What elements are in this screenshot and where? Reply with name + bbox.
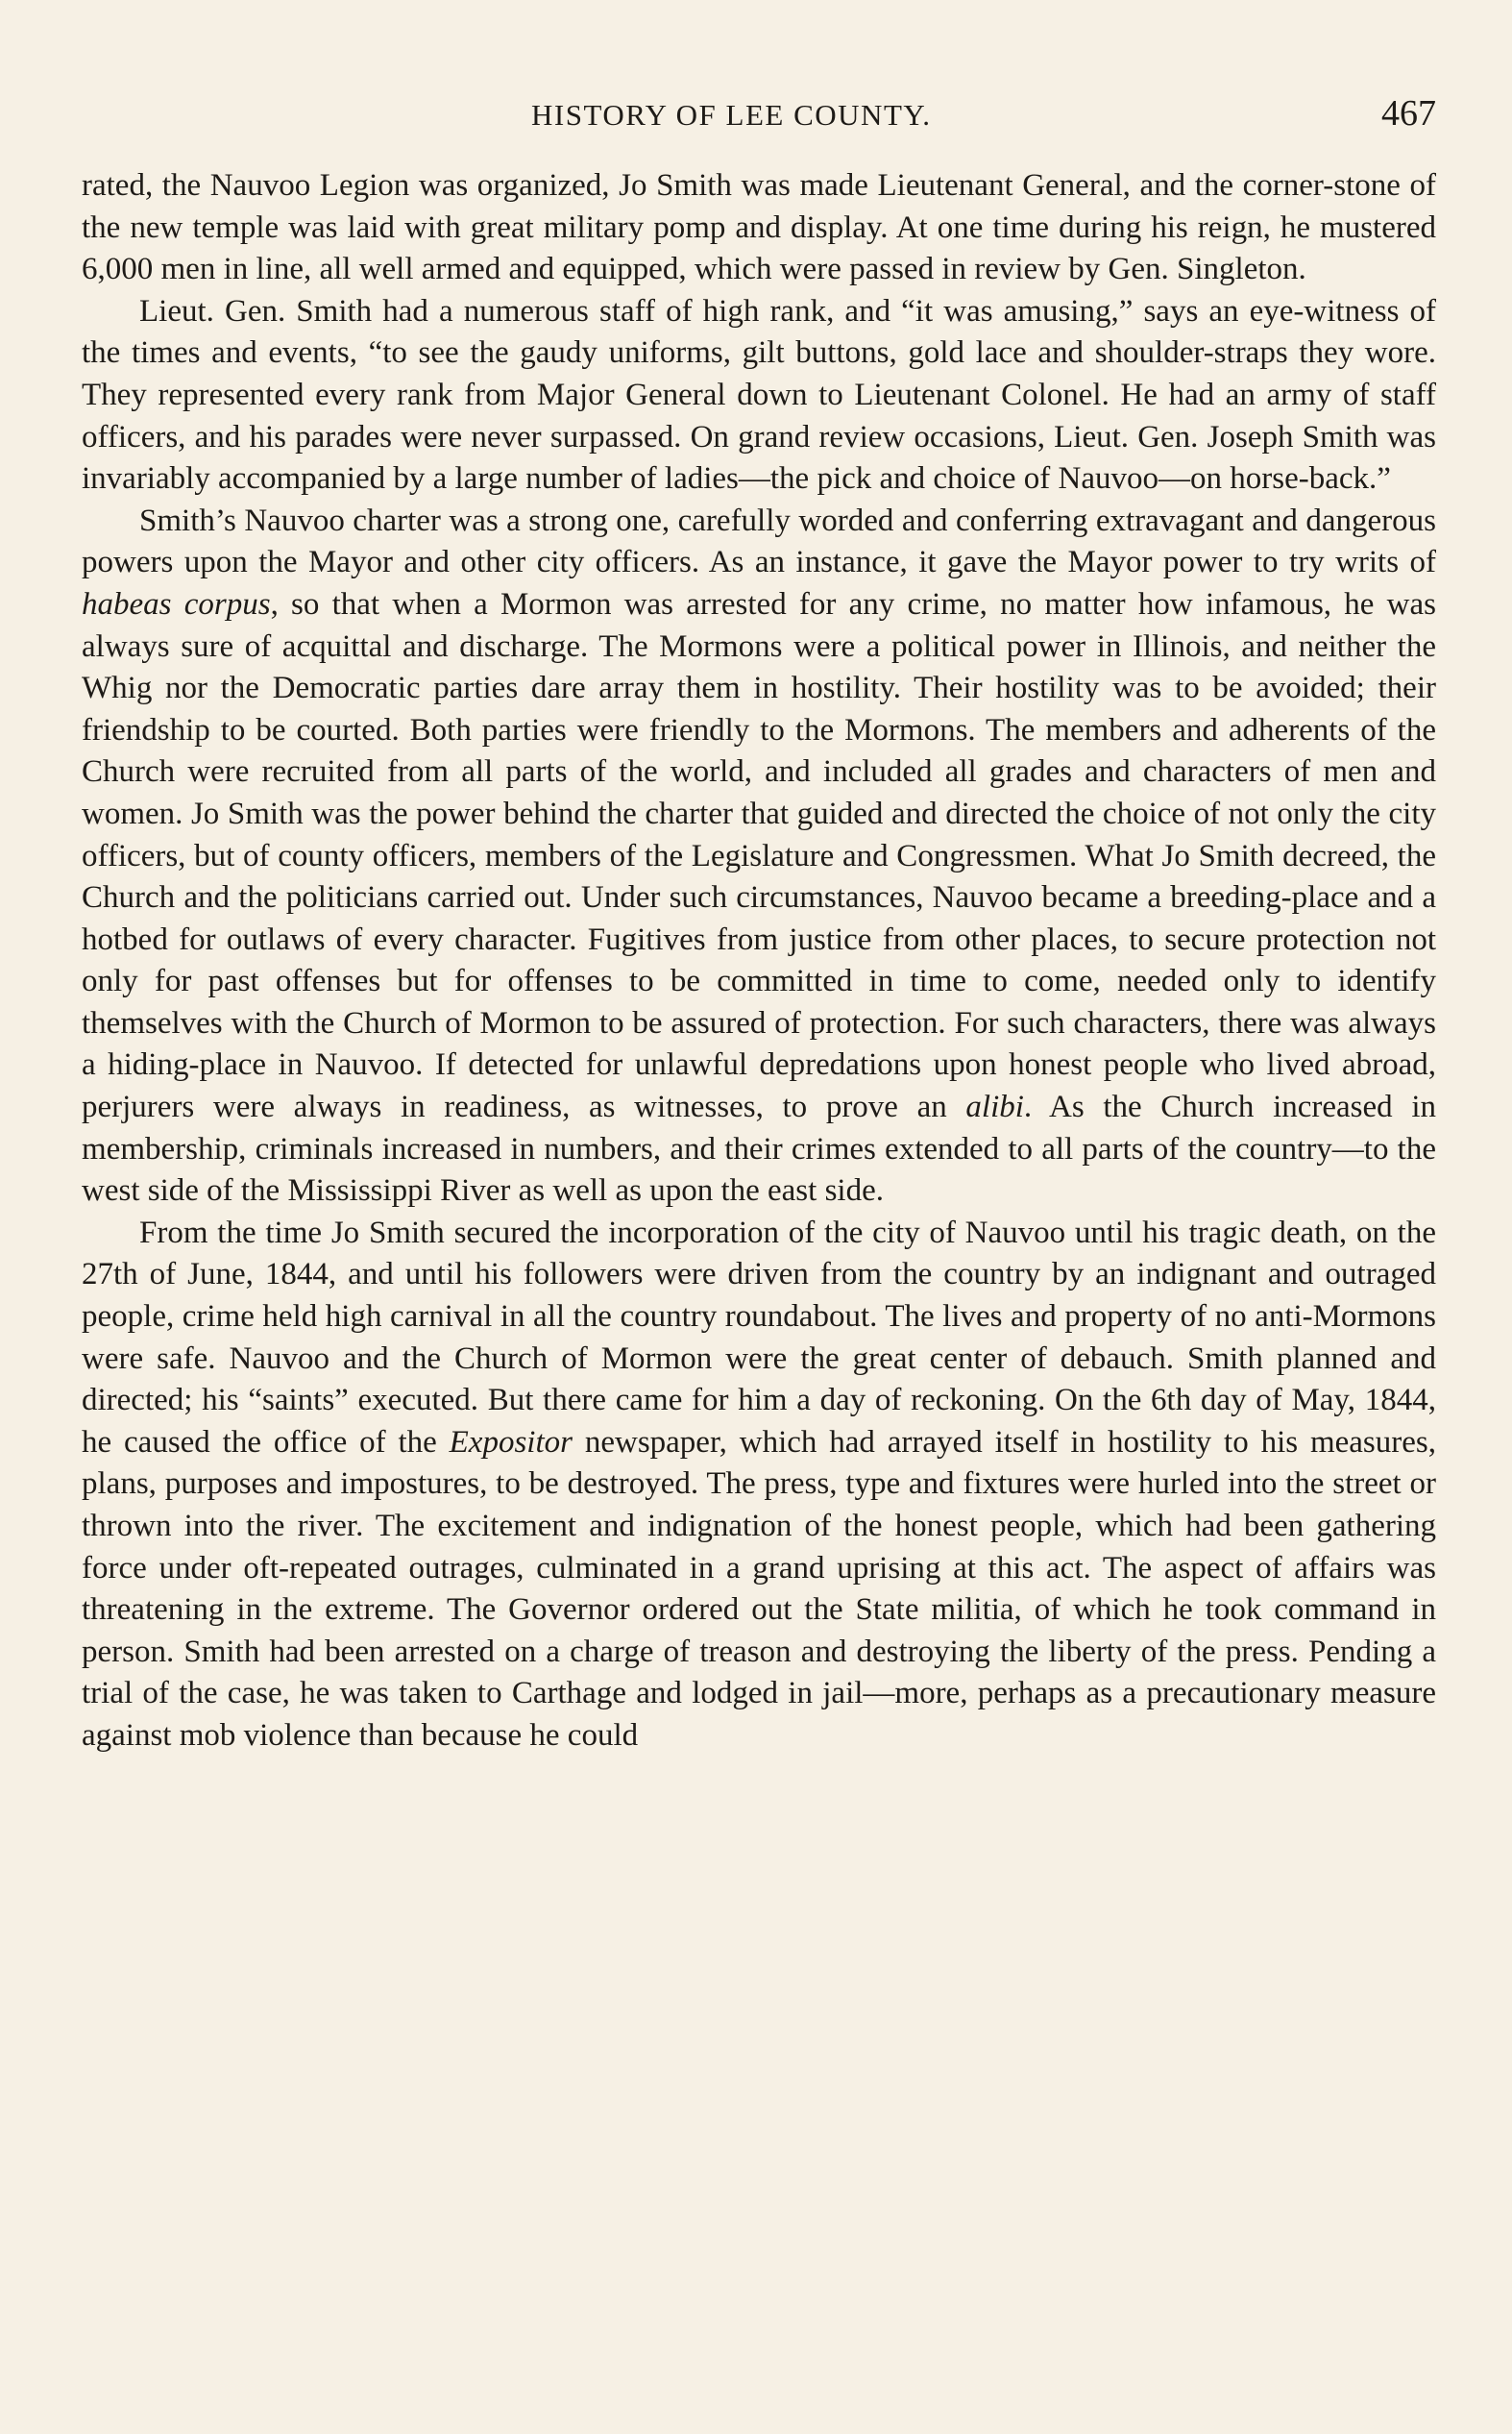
text-segment: rated, the Nauvoo Legion was organized, Jo Smith was made Lieutenant General, and the corner-stone of the new temple was laid with great military pomp and display. At one time during his reign, he mustered 6,000 men in line, all well armed and equipped, which were passed in review by Gen. Singleton. (82, 168, 1436, 287)
paragraph (82, 1213, 1436, 1758)
text-segment: . As the Church increased in membership, criminals increased in numbers, and their crimes extended to all parts of the country—to the west side of the Mississippi River as well as upon the east side. (82, 1090, 1436, 1209)
text-segment: Smith’s Nauvoo charter was a strong one, carefully worded and conferring extravagant and dangerous powers upon the Mayor and other city officers. As an instance, it gave the Mayor power to try writs of (82, 503, 1436, 580)
book-page (82, 92, 1436, 2408)
text-segment: From the time Jo Smith secured the incorporation of the city of Nauvoo until his tragic death, on the 27th of June, 1844, and until his followers were driven from the country by an indignant and outraged people, crime held high carnival in all the country roundabout. The lives and property of no anti-Mormons were safe. Nauvoo and the Church of Mormon were the great center of debauch. Smith planned and directed; his “saints” executed. But there came for him a day of reckoning. On the 6th day of May, 1844, he caused the office of the (82, 1215, 1436, 1460)
body-text (82, 165, 1436, 1758)
italic-text: Expositor (449, 1424, 573, 1460)
italic-text: alibi (965, 1090, 1024, 1125)
text-segment: , so that when a Mormon was arrested for any crime, no matter how infamous, he was always sure of acquittal and discharge. The Mormons were a political power in Illinois, and neither the Whig nor the Democratic parties dare array them in hostility. Their hostility was to be avoided; their friendship to be courted. Both parties were friendly to the Mormons. The members and adherents of the Church were recruited from all parts of the world, and included all grades and characters of men and women. Jo Smith was the power behind the charter that guided and directed the choice of not only the city officers, but of county officers, members of the Legislature and Congressmen. What Jo Smith decreed, the Church and the politicians carried out. Under such circumstances, Nauvoo became a breeding-place and a hotbed for outlaws of every character. Fugitives from justice from other places, to secure protection not only for past offenses but for offenses to be committed in time to come, needed only to identify themselves with the Church of Mormon to be assured of protection. For such characters, there was always a hiding-place in Nauvoo. If detected for unlawful depredations upon honest people who lived abroad, perjurers were always in readiness, as witnesses, to prove an (82, 586, 1436, 1125)
text-segment: Lieut. Gen. Smith had a numerous staff of high rank, and “it was amusing,” says an eye-witness of the times and events, “to see the gaudy uniforms, gilt buttons, gold lace and shoulder-straps they wore. They represented every rank from Major General down to Lieutenant Colonel. He had an army of staff officers, and his parades were never surpassed. On grand review occasions, Lieut. Gen. Joseph Smith was invariably accompanied by a large number of ladies—the pick and choice of Nauvoo—on horse-back.” (82, 293, 1436, 497)
page-number: 467 (1381, 93, 1436, 134)
paragraph (82, 501, 1436, 1213)
paragraph (82, 165, 1436, 291)
text-segment: newspaper, which had arrayed itself in hostility to his measures, plans, purposes and impostures, to be destroyed. The press, type and fixtures were hurled into the street or thrown into the river. The excitement and indignation of the honest people, which had been gathering force under oft-repeated outrages, culminated in a grand uprising at this act. The aspect of affairs was threatening in the extreme. The Governor ordered out the State militia, of which he took command in person. Smith had been arrested on a charge of treason and destroying the liberty of the press. Pending a trial of the case, he was taken to Carthage and lodged in jail—more, perhaps as a precautionary measure against mob violence than because he could (82, 1424, 1436, 1753)
running-header (82, 92, 1436, 138)
italic-text: habeas corpus (82, 586, 271, 622)
running-title: HISTORY OF LEE COUNTY. (531, 98, 932, 132)
paragraph (82, 291, 1436, 501)
